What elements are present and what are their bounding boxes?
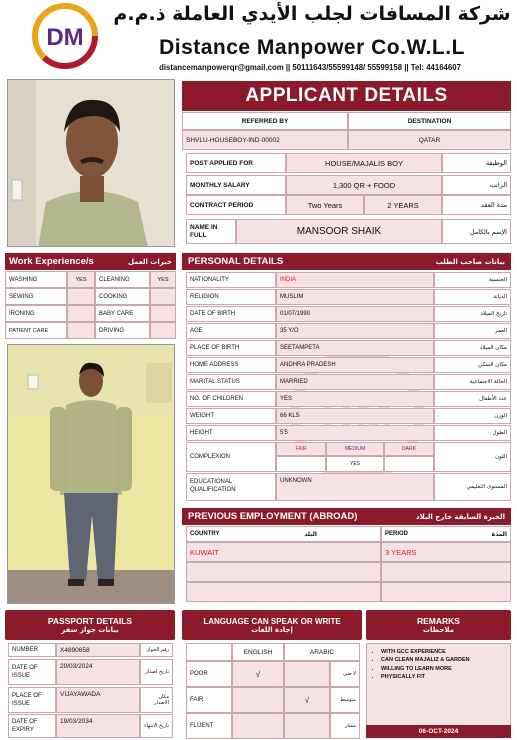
work-item-driving-value [150, 322, 176, 339]
date-of-birth-label: DATE OF BIRTH [186, 306, 276, 322]
date-of-issue-label: DATE OF ISSUE [8, 659, 56, 685]
education-label: EDUCATIONAL QUALIFICATION [186, 473, 276, 501]
home-address-arabic: مكان السكن [434, 357, 511, 373]
monthly-salary-arabic: الراتب [442, 175, 511, 195]
language-fair-arabic-label: متوسط [330, 687, 360, 713]
language-arabic-header: ARABIC [284, 643, 360, 661]
passport-details-header: PASSPORT DETAILS بيانات جواز سفر [5, 610, 175, 640]
full-name-arabic: الإسم بالكامل [442, 219, 511, 244]
language-fair-label: FAIR [186, 687, 232, 713]
complexion-arabic: اللون [434, 442, 511, 472]
language-fluent-english [232, 713, 284, 739]
age-label: AGE [186, 323, 276, 339]
work-experience-table [5, 271, 176, 340]
work-item-cleaning-value: YES [150, 271, 176, 288]
language-english-header: ENGLISH [232, 643, 284, 661]
remarks-date: 06-OCT-2024 [366, 725, 511, 738]
work-item-driving: DRIVING [95, 322, 150, 339]
employment-period-value: 3 YEARS [381, 542, 511, 562]
marital-status-value: MARRIED [276, 374, 434, 390]
complexion-option-medium: MEDIUM [326, 442, 384, 456]
home-address-label: HOME ADDRESS [186, 357, 276, 373]
svg-text:DM: DM [46, 24, 84, 51]
remark-item: • WITH GCC EXPERIENCE [381, 648, 510, 656]
employment-period-label: PERIOD المدة [381, 526, 511, 542]
language-fluent-arabic-label: ممتاز [330, 713, 360, 739]
religion-arabic: الديانة [434, 289, 511, 305]
employment-empty-row-1-period [381, 562, 511, 582]
employment-empty-row-2-period [381, 582, 511, 602]
remark-item: • CAN CLEAN MAJALIZ & GARDEN [381, 656, 510, 664]
height-arabic: الطول [434, 425, 511, 441]
language-table [186, 643, 360, 739]
marital-status-arabic: الحالة الاجتماعية [434, 374, 511, 390]
language-fair-english [232, 687, 284, 713]
marital-status-label: MARITAL STATUS [186, 374, 276, 390]
monthly-salary-label: MONTHLY SALARY [186, 175, 286, 195]
children-value: YES [276, 391, 434, 407]
post-applied-label: POST APPLIED FOR [186, 153, 286, 173]
contract-period-value-years: 2 YEARS [364, 195, 442, 215]
remarks-header: REMARKS ملاحظات [366, 610, 511, 640]
language-poor-english: √ [232, 661, 284, 687]
nationality-label: NATIONALITY [186, 272, 276, 288]
religion-label: RELIGION [186, 289, 276, 305]
weight-arabic: الوزن [434, 408, 511, 424]
place-of-birth-value: SEETAMPETA [276, 340, 434, 356]
language-fair-arabic: √ [284, 687, 330, 713]
language-poor-arabic [284, 661, 330, 687]
date-of-issue-arabic: تاريخ اصدار [140, 659, 173, 685]
height-label: HEIGHT [186, 425, 276, 441]
monthly-salary-value: 1,300 QR + FOOD [286, 175, 442, 195]
employment-empty-row-2 [186, 582, 381, 602]
nationality-value: INDIA [276, 272, 434, 288]
date-of-issue-value: 20/03/2024 [56, 659, 140, 685]
place-of-birth-arabic: مكان الميلاد [434, 340, 511, 356]
date-of-expiry-label: DATE OF EXPIRY [8, 714, 56, 738]
company-name-english: Distance Manpower Co.W.L.L [159, 36, 465, 59]
employment-empty-row-1 [186, 562, 381, 582]
work-item-cooking-value [150, 288, 176, 305]
referred-by-label: REFERRED BY [182, 112, 348, 130]
weight-value: 66 KLS [276, 408, 434, 424]
work-item-baby-care: BABY CARE [95, 305, 150, 322]
passport-table [8, 643, 173, 739]
education-arabic: المستوى التعليمي [434, 473, 511, 501]
date-of-expiry-value: 19/03/2034 [56, 714, 140, 738]
date-of-birth-arabic: تاريخ الميلاد [434, 306, 511, 322]
work-item-washing-value: YES [67, 271, 95, 288]
language-poor-label: POOR [186, 661, 232, 687]
personal-details-table [186, 272, 511, 508]
work-item-baby-care-value [150, 305, 176, 322]
work-item-sewing: SEWING [5, 288, 67, 305]
work-item-sewing-value [67, 288, 95, 305]
remarks-box [366, 643, 511, 737]
education-value: UNKNOWN [276, 473, 434, 501]
full-name-value: MANSOOR SHAIK [236, 219, 442, 244]
passport-number-value: X4890658 [56, 643, 140, 657]
complexion-option-dark: DARK [384, 442, 434, 456]
place-of-issue-label: PLACE OF ISSUE [8, 687, 56, 713]
date-of-expiry-arabic: تاريخ الانتهاء [140, 714, 173, 738]
religion-value: MUSLIM [276, 289, 434, 305]
applicant-portrait-photo [7, 79, 175, 247]
contract-period-label: CONTRACT PERIOD [186, 195, 286, 215]
language-poor-arabic-label: لا ضي [330, 661, 360, 687]
employment-country-value: KUWAIT [186, 542, 381, 562]
contract-period-value-words: Two Years [286, 195, 364, 215]
passport-number-label: NUMBER [8, 643, 56, 657]
complexion-selected-value: YES [326, 456, 384, 472]
work-item-ironing-value [67, 305, 95, 322]
destination-label: DESTINATION [348, 112, 511, 130]
nationality-arabic: الجنسية [434, 272, 511, 288]
company-contact: distancemanpowerqr@gmail.com || 50111643/55599148/ 55599158 || Tel: 44164607 [159, 63, 461, 72]
age-value: 35 Y/O [276, 323, 434, 339]
age-arabic: العمر [434, 323, 511, 339]
children-arabic: عدد الأطفال [434, 391, 511, 407]
company-name-arabic: شركة المسافات لجلب الأيدي العاملة ذ.م.م [113, 3, 511, 25]
home-address-value: ANDHRA PRADESH [276, 357, 434, 373]
contract-period-arabic: مدة العقد [442, 195, 511, 215]
applicant-details-title: APPLICANT DETAILS [182, 81, 511, 111]
complexion-option-fair: FAIR [276, 442, 326, 456]
weight-label: WEIGHT [186, 408, 276, 424]
work-item-cleaning: CLEANING [95, 271, 150, 288]
full-name-label: NAME IN FULL [186, 219, 236, 244]
place-of-issue-arabic: مكان الاصدار [140, 687, 173, 713]
place-of-issue-value: VIJAYAWADA [56, 687, 140, 713]
place-of-birth-label: PLACE OF BIRTH [186, 340, 276, 356]
post-applied-arabic: الوظيفة [442, 153, 511, 173]
work-experience-header: Work Experience/s خبرات العمل [5, 253, 176, 270]
personal-details-header: PERSONAL DETAILS بيانات صاحب الطلب [182, 253, 511, 270]
work-item-washing: WASHING [5, 271, 67, 288]
post-applied-value: HOUSE/MAJALIS BOY [286, 153, 442, 173]
height-value: 5'5 [276, 425, 434, 441]
remark-item: • PHYSICALLY FIT [381, 673, 510, 681]
date-of-birth-value: 01/07/1990 [276, 306, 434, 322]
passport-number-arabic: رقم الجواز [140, 643, 173, 657]
referral-code: SHVLU-HOUSEBOY-IND-00002 [182, 130, 348, 150]
applicant-full-body-photo [7, 344, 175, 604]
children-label: NO. OF CHILDREN [186, 391, 276, 407]
remark-item: • WILLING TO LEARN MORE [381, 665, 510, 673]
previous-employment-header: PREVIOUS EMPLOYMENT (ABROAD) الخبرة السابقة خارج البلاد [182, 508, 511, 525]
work-item-patient-care: PATIENT CARE [5, 322, 67, 339]
complexion-label: COMPLEXION [186, 442, 276, 472]
company-logo [28, 3, 102, 69]
language-fluent-arabic [284, 713, 330, 739]
language-fluent-label: FLUENT [186, 713, 232, 739]
destination-value: QATAR [348, 130, 511, 150]
work-item-cooking: COOKING [95, 288, 150, 305]
employment-country-label: COUNTRY البلد [186, 526, 381, 542]
work-item-ironing: IRONING [5, 305, 67, 322]
language-header: LANGUAGE CAN SPEAK OR WRITE إجادة اللغات [182, 610, 362, 640]
work-item-patient-care-value [67, 322, 95, 339]
